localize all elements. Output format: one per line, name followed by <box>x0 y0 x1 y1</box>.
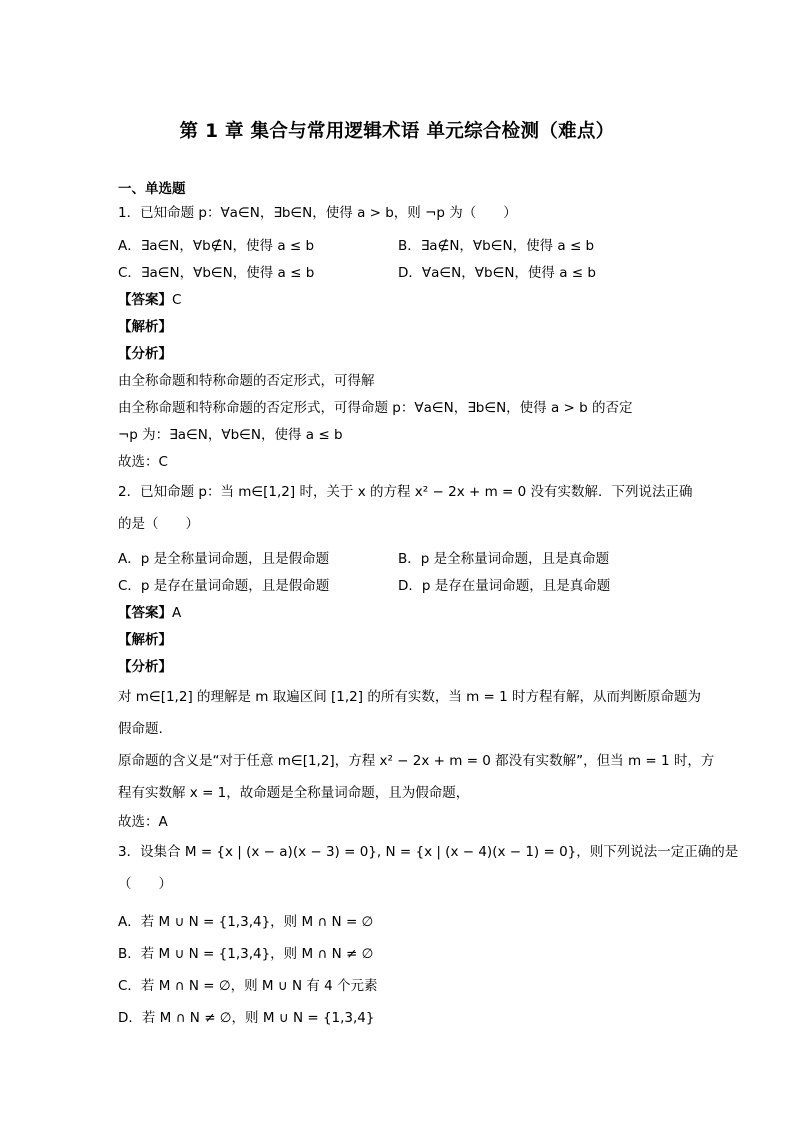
answer-value: A <box>172 605 182 621</box>
q3-option-d: D．若 M ∩ N ≠ ∅，则 M ∪ N = {1,3,4} <box>118 1010 375 1026</box>
q2-option-c: C．p 是存在量词命题，且是假命题 <box>118 578 330 594</box>
section-heading: 一、单选题 <box>118 181 186 197</box>
answer-value: C <box>172 292 182 308</box>
q2-analysis-line: 假命题. <box>118 721 163 737</box>
q1-option-c: C．∃a∈N，∀b∈N，使得 a ≤ b <box>118 265 315 281</box>
q1-options-row-2 <box>118 260 678 287</box>
q3-stem-line: 3．设集合 M = {x | (x − a)(x − 3) = 0}, N = {x | (x − 4)(x − 1) = 0}，则下列说法一定正确的是 <box>118 844 739 860</box>
q1-stem: 1．已知命题 p：∀a∈N，∃b∈N，使得 a > b，则 ¬p 为（ ） <box>118 205 517 221</box>
q1-jiexi-label: 【解析】 <box>118 319 172 335</box>
page-title: 第 1 章 集合与常用逻辑术语 单元综合检测（难点） <box>179 121 615 142</box>
q3-stem-line: （ ） <box>118 876 172 892</box>
q2-options-row-2 <box>118 573 678 600</box>
q1-options-row-1 <box>118 233 678 260</box>
q2-option-b: B．p 是全称量词命题，且是真命题 <box>398 551 610 567</box>
q1-answer <box>118 287 678 314</box>
q1-analysis-line: 由全称命题和特称命题的否定形式，可得解 <box>118 373 375 389</box>
q2-option-a: A．p 是全称量词命题，且是假命题 <box>118 551 330 567</box>
q2-analysis-line: 故选：A <box>118 814 168 830</box>
q2-stem-line: 2．已知命题 p：当 m∈[1,2] 时，关于 x 的方程 x² − 2x + m = 0 没有实数解．下列说法正确 <box>118 484 693 500</box>
q1-analysis-line: ¬p 为：∃a∈N，∀b∈N，使得 a ≤ b <box>118 427 343 443</box>
q1-analysis-line: 由全称命题和特称命题的否定形式，可得命题 p：∀a∈N，∃b∈N，使得 a > b 的否定 <box>118 400 633 416</box>
q2-analysis-line: 原命题的含义是“对于任意 m∈[1,2]，方程 x² − 2x + m = 0 都没有实数解”，但当 m = 1 时，方 <box>118 753 715 769</box>
answer-label: 【答案】 <box>118 605 172 621</box>
q2-analysis-line: 程有实数解 x = 1，故命题是全称量词命题，且为假命题， <box>118 785 470 801</box>
answer-label: 【答案】 <box>118 292 172 308</box>
q3-option-a: A．若 M ∪ N = {1,3,4}，则 M ∩ N = ∅ <box>118 914 374 930</box>
q2-jiexi-label: 【解析】 <box>118 632 172 648</box>
q2-fenxi-label: 【分析】 <box>118 659 172 675</box>
q1-fenxi-label: 【分析】 <box>118 346 172 362</box>
q3-option-b: B．若 M ∪ N = {1,3,4}，则 M ∩ N ≠ ∅ <box>118 946 374 962</box>
q2-analysis-line: 对 m∈[1,2] 的理解是 m 取遍区间 [1,2] 的所有实数，当 m = 1 时方程有解，从而判断原命题为 <box>118 689 702 705</box>
q1-option-a: A．∃a∈N，∀b∉N，使得 a ≤ b <box>118 238 315 254</box>
q3-option-c: C．若 M ∩ N = ∅，则 M ∪ N 有 4 个元素 <box>118 978 378 994</box>
q1-option-b: B．∃a∉N，∀b∈N，使得 a ≤ b <box>398 238 595 254</box>
q1-option-d: D．∀a∈N，∀b∈N，使得 a ≤ b <box>398 265 596 281</box>
q2-stem-line: 的是（ ） <box>118 516 199 532</box>
q2-options-row-1 <box>118 546 678 573</box>
q1-analysis-line: 故选：C <box>118 454 168 470</box>
document-body <box>118 178 739 1034</box>
q2-option-d: D．p 是存在量词命题，且是真命题 <box>398 578 611 594</box>
q2-answer <box>118 600 678 627</box>
